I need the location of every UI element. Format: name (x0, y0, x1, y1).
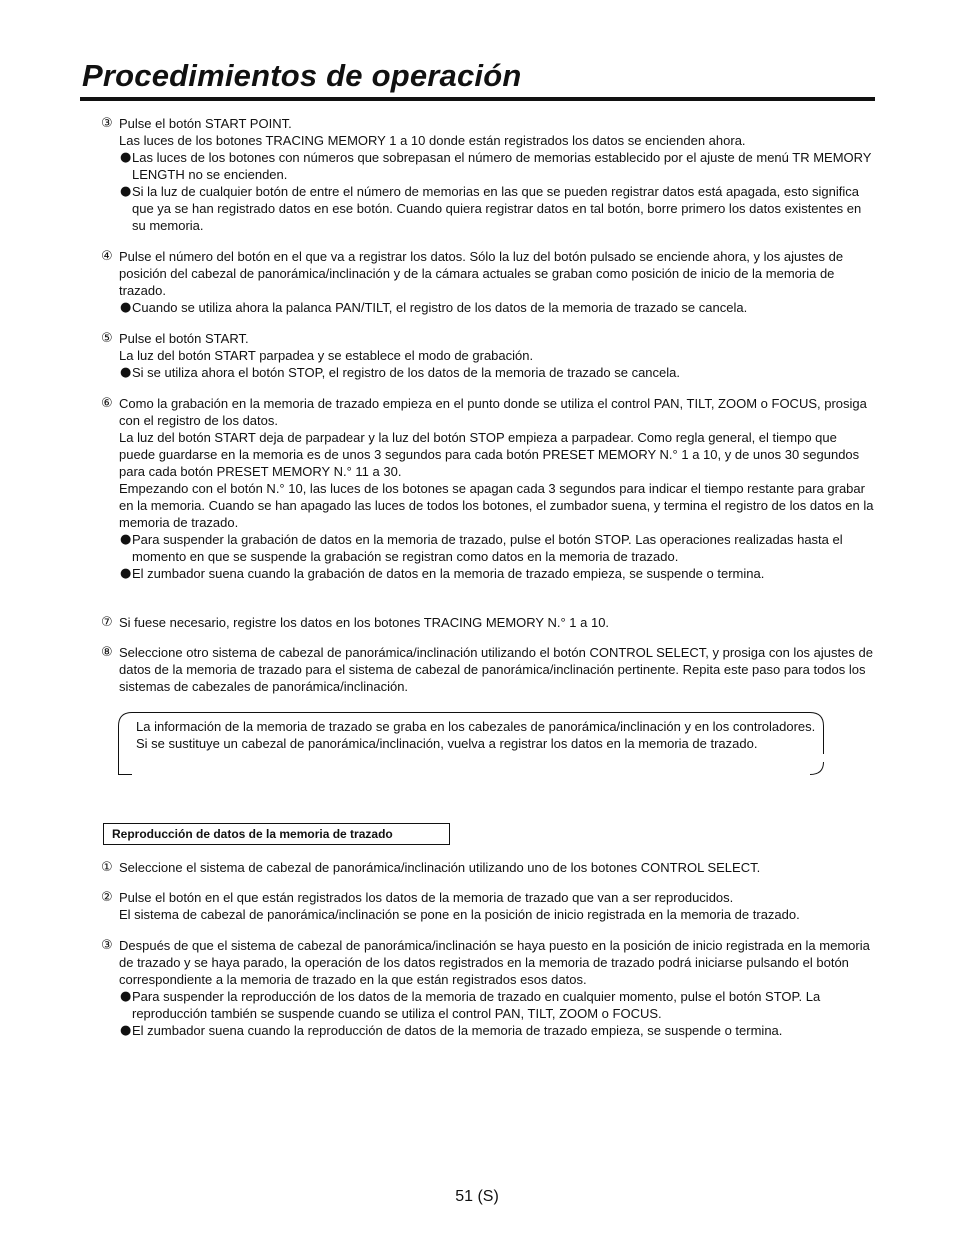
step-recording-7 (101, 614, 875, 631)
step-number: ① (101, 860, 113, 875)
step-line (101, 115, 875, 132)
bullet-text: Cuando se utiliza ahora la palanca PAN/TILT, el registro de los datos de la memoria de trazado se cancela. (132, 300, 748, 315)
bullet-item (101, 183, 875, 234)
bullet-icon: ● (120, 1023, 132, 1038)
step-line (101, 395, 875, 429)
bullet-text: Si se utiliza ahora el botón STOP, el registro de los datos de la memoria de trazado se cancela. (132, 365, 680, 380)
bullet-text: Las luces de los botones con números que sobrepasan el número de memorias establecido por el ajuste de menú TR MEMORY LENGTH no se encienden. (132, 150, 872, 182)
step-number: ④ (101, 249, 113, 264)
bullet-icon: ● (120, 532, 132, 547)
section-heading: Reproducción de datos de la memoria de trazado (103, 823, 450, 845)
step-text: Pulse el botón START. (119, 331, 249, 346)
bullet-item (101, 299, 875, 316)
note-line: Si se sustituye un cabezal de panorámica/inclinación, vuelva a registrar los datos en la memoria de trazado. (136, 736, 758, 751)
step-number: ⑦ (101, 615, 113, 630)
step-line (101, 644, 875, 695)
step-text: Seleccione otro sistema de cabezal de panorámica/inclinación utilizando el botón CONTROL SELECT, y prosiga con los ajustes de datos de la memoria de trazado para el sistema de cabezal de panorámica/inclinación pertinente. Repita este paso para todos los sistemas de cabezales de panorámica/inclinación. (119, 645, 873, 694)
step-text: Como la grabación en la memoria de trazado empieza en el punto donde se utiliza el control PAN, TILT, ZOOM o FOCUS, prosiga con el registro de los datos. (119, 396, 867, 428)
step-number: ③ (101, 938, 113, 953)
bullet-item (101, 364, 875, 381)
bullet-icon: ● (120, 150, 132, 165)
step-text: Pulse el botón en el que están registrados los datos de la memoria de trazado que van a ser reproducidos. (119, 890, 734, 905)
step-number: ③ (101, 116, 113, 131)
bullet-item (101, 565, 875, 582)
bullet-text: El zumbador suena cuando la grabación de datos en la memoria de trazado empieza, se suspende o termina. (132, 566, 765, 581)
step-line (101, 859, 875, 876)
bullet-item (101, 531, 875, 565)
step-recording-5 (101, 330, 875, 381)
bullet-text: El zumbador suena cuando la reproducción de datos de la memoria de trazado empieza, se suspende o termina. (132, 1023, 783, 1038)
step-playback-3 (101, 937, 875, 1039)
step-playback-1 (101, 859, 875, 876)
bullet-icon: ● (120, 365, 132, 380)
bullet-icon: ● (120, 566, 132, 581)
step-line (101, 248, 875, 299)
step-number: ⑥ (101, 396, 113, 411)
step-line (101, 937, 875, 988)
step-recording-3 (101, 115, 875, 234)
step-recording-6 (101, 395, 875, 582)
bullet-item (101, 988, 875, 1022)
note-text (136, 718, 816, 752)
step-number: ⑤ (101, 331, 113, 346)
bullet-text: Para suspender la reproducción de los datos de la memoria de trazado en cualquier momento, pulse el botón STOP. La reproducción también se suspende cuando se utiliza el control PAN, TILT, ZOOM o FOCUS. (132, 989, 821, 1021)
page-title: Procedimientos de operación (82, 58, 522, 93)
bullet-item (101, 149, 875, 183)
bullet-icon: ● (120, 300, 132, 315)
step-text: Empezando con el botón N.° 10, las luces de los botones se apagan cada 3 segundos para indicar el tiempo restante para grabar en la memoria. Cuando se han apagado las luces de todos los botones, el zumbador suena, y termina el registro de los datos en la memoria de trazado. (119, 481, 874, 530)
step-line (101, 330, 875, 347)
step-recording-4 (101, 248, 875, 316)
step-text: Después de que el sistema de cabezal de panorámica/inclinación se haya puesto en la posición de inicio registrada en la memoria de trazado y se haya parado, la operación de los datos registrados en la memoria de trazado podrá iniciarse pulsando el botón correspondiente a la memoria de trazado en la que están registrados esos datos. (119, 938, 870, 987)
note-line: La información de la memoria de trazado se graba en los cabezales de panorámica/inclinación y en los controladores. (136, 719, 816, 734)
step-text: Si fuese necesario, registre los datos en los botones TRACING MEMORY N.° 1 a 10. (119, 615, 610, 630)
step-text: Pulse el número del botón en el que va a registrar los datos. Sólo la luz del botón pulsado se enciende ahora, y los ajustes de posición del cabezal de panorámica/inclinación y de la cámara actuales se graban como posición de inicio de la memoria de trazado. (119, 249, 844, 298)
bullet-item (101, 1022, 875, 1039)
page-number: 51 (S) (455, 1188, 499, 1205)
step-recording-8 (101, 644, 875, 695)
step-line (101, 614, 875, 631)
bullet-text: Para suspender la grabación de datos en la memoria de trazado, pulse el botón STOP. Las operaciones realizadas hasta el momento en que se suspende la grabación se registran como datos en la memoria de trazado. (132, 532, 843, 564)
step-playback-2 (101, 889, 875, 923)
step-text: Seleccione el sistema de cabezal de panorámica/inclinación utilizando uno de los botones CONTROL SELECT. (119, 860, 761, 875)
step-line (101, 889, 875, 906)
step-text: La luz del botón START parpadea y se establece el modo de grabación. (119, 348, 534, 363)
bullet-icon: ● (120, 184, 132, 199)
step-text: La luz del botón START deja de parpadear y la luz del botón STOP empieza a parpadear. Como regla general, el tiempo que puede guardarse en la memoria es de unos 3 segundos para cada botón PRESET MEMORY N.° 1 a 10, y de unos 30 segundos para cada botón PRESET MEMORY N.° 11 a 30. (119, 430, 860, 479)
bullet-icon: ● (120, 989, 132, 1004)
step-text: El sistema de cabezal de panorámica/inclinación se pone en la posición de inicio registrada en la memoria de trazado. (119, 907, 800, 922)
step-number: ② (101, 890, 113, 905)
bullet-text: Si la luz de cualquier botón de entre el número de memorias en las que se pueden registrar datos está apagada, esto significa que ya se han registrado datos en ese botón. Cuando quiera registrar datos en tal botón, borre primero los datos existentes en su memoria. (132, 184, 862, 233)
title-underline (80, 97, 875, 101)
step-number: ⑧ (101, 645, 113, 660)
step-text: Pulse el botón START POINT. (119, 116, 292, 131)
step-text: Las luces de los botones TRACING MEMORY 1 a 10 donde están registrados los datos se encienden ahora. (119, 133, 746, 148)
note-box (118, 712, 824, 775)
